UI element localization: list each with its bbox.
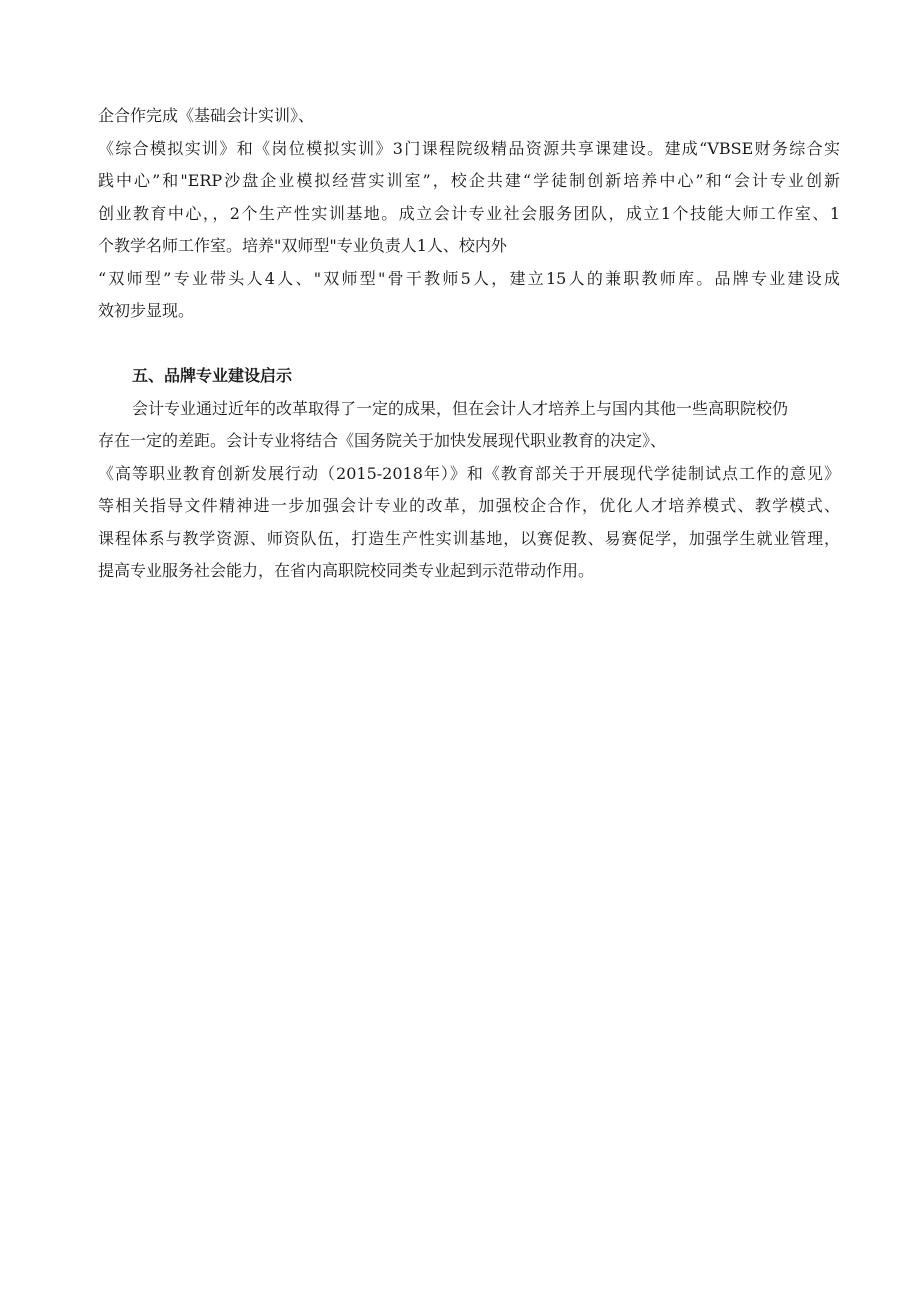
section-brand-insights [98, 360, 840, 588]
paragraph-line: 提高专业服务社会能力，在省内高职院校同类专业起到示范带动作用。 [98, 561, 595, 580]
paragraph-line: 会计专业通过近年的改革取得了一定的成果，但在会计人才培养上与国内其他一些高职院校仍 [132, 398, 789, 418]
paragraph-line: 企合作完成《基础会计实训》、 [98, 106, 315, 125]
paragraph-line: 存在一定的差距。会计专业将结合《国务院关于加快发展现代职业教育的决定》、 [98, 431, 667, 450]
paragraph-line: 等相关指导文件精神进一步加强会计专业的改革，加强校企合作，优化人才培养模式、教学模式、 [98, 496, 840, 515]
paragraph-line: “双师型”专业带头人4人、"双师型"骨干教师5人，建立15人的兼职教师库。品牌专业建设成 [98, 268, 840, 288]
section-heading: 五、品牌专业建设启示 [132, 366, 293, 385]
paragraph-line: 践中心”和"ERP沙盘企业模拟经营实训室”，校企共建“学徒制创新培养中心”和“会计专业创新 [98, 171, 840, 190]
paragraph-line: 《综合模拟实训》和《岗位模拟实训》3门课程院级精品资源共享课建设。建成“VBSE财务综合实 [98, 138, 840, 158]
paragraph-line: 创业教育中心，，2个生产性实训基地。成立会计专业社会服务团队，成立1个技能大师工作室、1 [98, 203, 840, 223]
paragraph-line: 效初步显现。 [98, 301, 195, 320]
paragraph-line: 课程体系与教学资源、师资队伍，打造生产性实训基地，以赛促教、易赛促学，加强学生就业管理， [98, 528, 840, 548]
paragraph-line: 《高等职业教育创新发展行动（2015-2018年）》和《教育部关于开展现代学徒制试点工作的意见》 [98, 463, 840, 483]
paragraph-line: 个教学名师工作室。培养"双师型"专业负责人1人、校内外 [98, 236, 507, 255]
paragraph-achievements [98, 100, 840, 328]
